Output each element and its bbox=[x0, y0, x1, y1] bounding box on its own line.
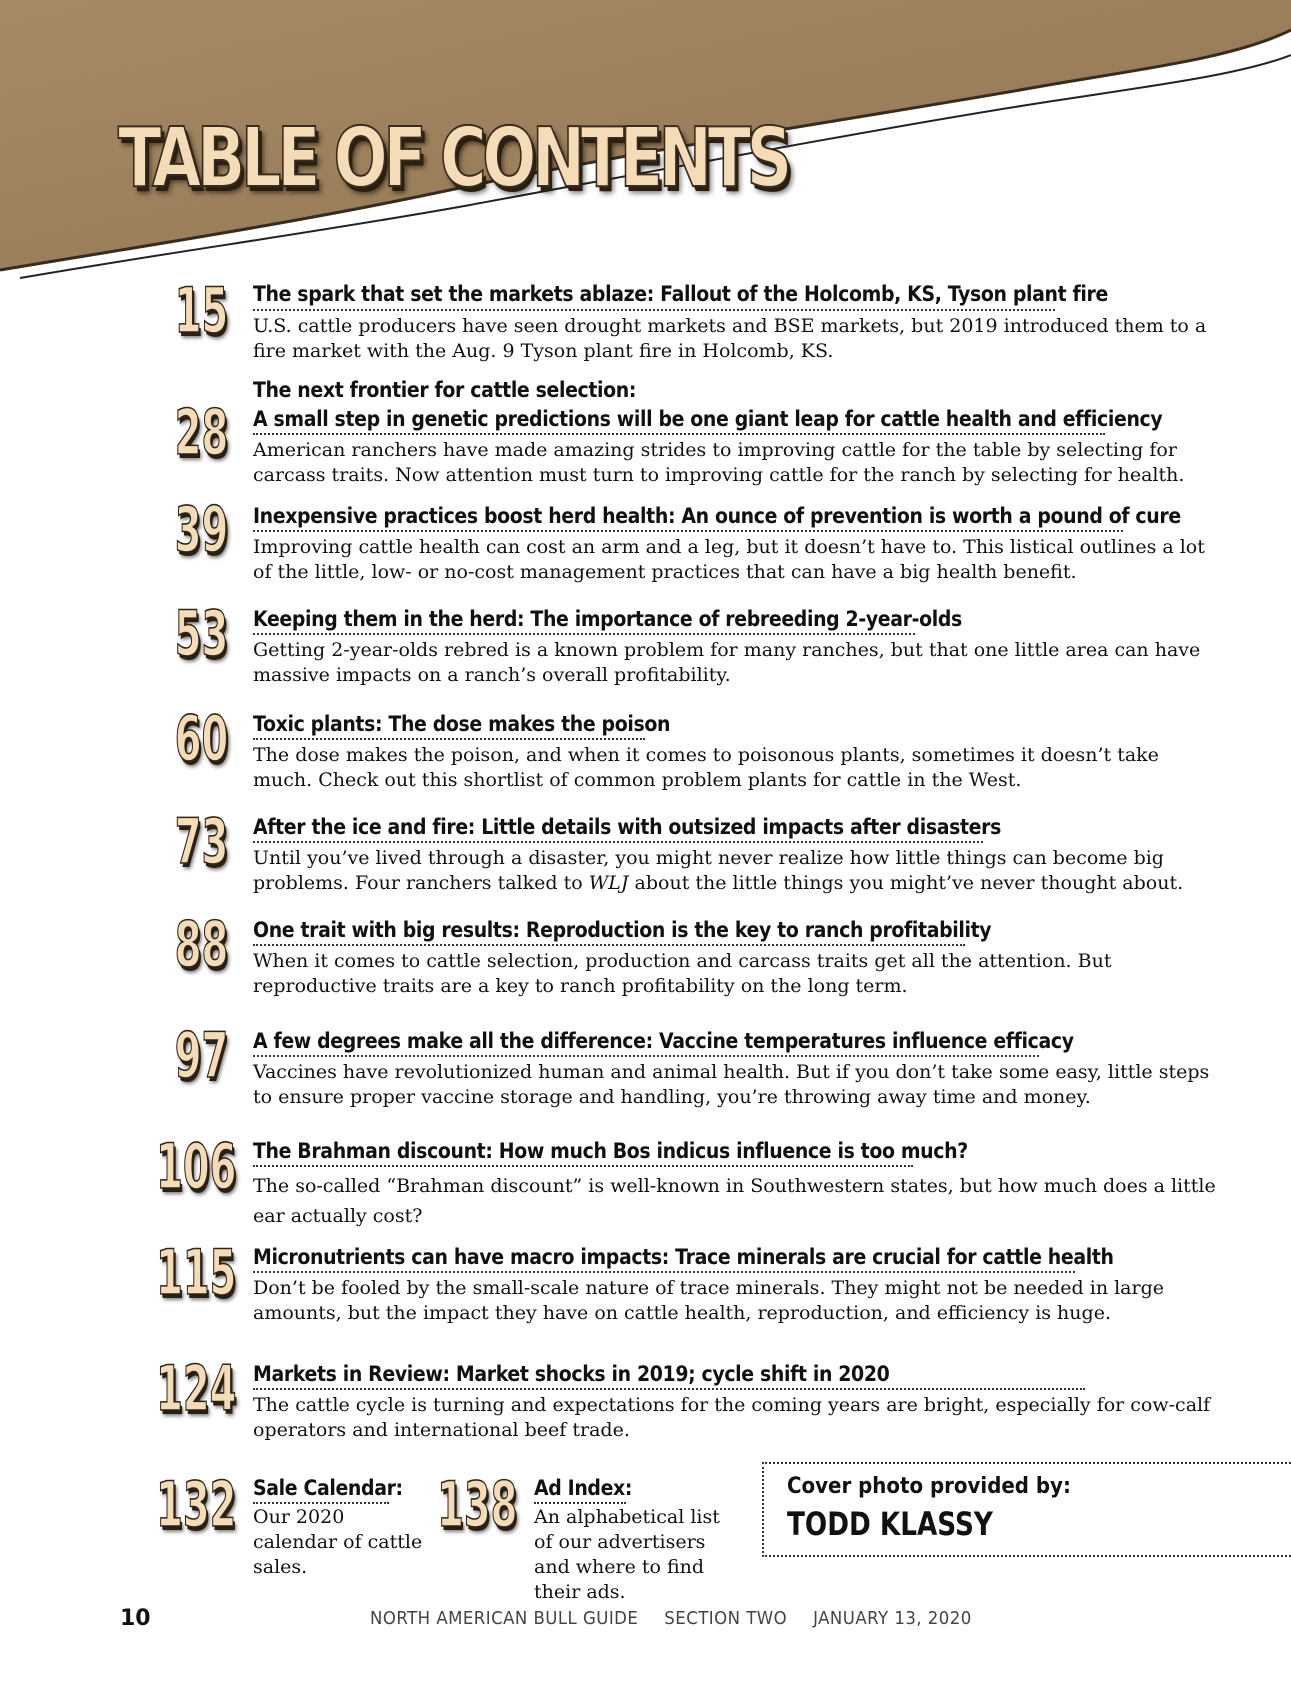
page-number: 97 bbox=[174, 1019, 228, 1092]
dotted-divider bbox=[253, 841, 983, 843]
entry-headline[interactable]: The Brahman discount: How much Bos indicus influence is too much? bbox=[253, 1139, 968, 1163]
entry-description: Vaccines have revolutionized human and animal health. But if you don’t take some easy, little steps to ensure proper vaccine storage and handling, you’re throwing away time and money. bbox=[253, 1061, 1210, 1108]
dotted-divider bbox=[253, 633, 915, 635]
dotted-divider bbox=[253, 944, 965, 946]
page-number: 15 bbox=[174, 274, 228, 347]
entry-description: Getting 2-year-olds rebred is a known problem for many ranches, but that one little area can have massive impacts on a ranch’s overall profitability. bbox=[253, 639, 1201, 686]
entry-headline[interactable]: Markets in Review: Market shocks in 2019; cycle shift in 2020 bbox=[253, 1362, 890, 1386]
dotted-divider bbox=[253, 433, 1105, 435]
page-number: 28 bbox=[174, 396, 228, 469]
entry-headline[interactable]: Inexpensive practices boost herd health: An ounce of prevention is worth a pound of cure bbox=[253, 504, 1181, 528]
page-title: TABLE OF CONTENTS bbox=[118, 111, 788, 206]
entry-headline[interactable]: After the ice and fire: Little details with outsized impacts after disasters bbox=[253, 815, 1001, 839]
entry-description: When it comes to cattle selection, production and carcass traits get all the attention. But reproductive traits are a key to ranch profitability on the long term. bbox=[253, 950, 1112, 997]
page-number: 132 bbox=[155, 1468, 236, 1541]
entry-description: The dose makes the poison, and when it comes to poisonous plants, sometimes it doesn’t take much. Check out this shortlist of common problem plants for cattle in the West. bbox=[253, 744, 1159, 791]
footer-page-number: 10 bbox=[120, 1606, 151, 1631]
cover-credit-name: TODD KLASSY bbox=[787, 1505, 993, 1543]
entry-headline[interactable]: Sale Calendar: bbox=[253, 1476, 403, 1500]
page-number: 115 bbox=[155, 1236, 236, 1309]
footer-publication: NORTH AMERICAN BULL GUIDE bbox=[370, 1608, 639, 1629]
page-number: 53 bbox=[174, 597, 228, 670]
entry-description: The so-called “Brahman discount” is well-known in Southwestern states, but how much does a little ear actually cost? bbox=[253, 1175, 1216, 1227]
entry-description: Until you’ve lived through a disaster, you might never realize how little things can become big problems. Four ranchers talked to WLJ about the little things you might’ve never thought about. bbox=[253, 847, 1184, 894]
entry-description: Improving cattle health can cost an arm and a leg, but it doesn’t have to. This listical outlines a lot of the little, low- or no-cost management practices that can have a big health benefit. bbox=[253, 536, 1205, 583]
entry-headline[interactable]: One trait with big results: Reproduction is the key to ranch profitability bbox=[253, 918, 992, 942]
dotted-divider bbox=[253, 1502, 389, 1504]
page-number: 39 bbox=[174, 493, 228, 566]
dotted-divider bbox=[253, 1271, 1075, 1273]
entry-headline[interactable]: Toxic plants: The dose makes the poison bbox=[253, 712, 671, 736]
entry-headline[interactable]: Micronutrients can have macro impacts: Trace minerals are crucial for cattle health bbox=[253, 1245, 1114, 1269]
page-number: 73 bbox=[174, 805, 228, 878]
page-number: 88 bbox=[174, 908, 228, 981]
entry-headline[interactable]: Ad Index: bbox=[534, 1476, 633, 1500]
entry-description: American ranchers have made amazing strides to improving cattle for the table by selecting for carcass traits. Now attention must turn to improving cattle for the ranch by selecting for health. bbox=[253, 439, 1185, 486]
entry-headline[interactable]: A small step in genetic predictions will be one giant leap for cattle health and efficiency bbox=[253, 407, 1163, 431]
dotted-divider bbox=[253, 1165, 913, 1167]
entry-headline[interactable]: The spark that set the markets ablaze: Fallout of the Holcomb, KS, Tyson plant fire bbox=[253, 282, 1108, 306]
entry-description: The cattle cycle is turning and expectations for the coming years are bright, especially for cow-calf operators and international beef trade. bbox=[253, 1394, 1211, 1441]
page-number: 60 bbox=[174, 702, 228, 775]
dotted-divider bbox=[253, 309, 1055, 311]
entry-description: An alphabetical list of our advertisers and where to find their ads. bbox=[534, 1506, 720, 1603]
entry-headline[interactable]: The next frontier for cattle selection: bbox=[253, 378, 637, 402]
footer-publication-line bbox=[370, 1608, 992, 1629]
entry-description: Our 2020 calendar of cattle sales. bbox=[253, 1506, 423, 1578]
dotted-divider bbox=[253, 738, 645, 740]
entry-description: Don’t be fooled by the small-scale nature of trace minerals. They might not be needed in large amounts, but the impact they have on cattle health, reproduction, and efficiency is huge. bbox=[253, 1277, 1164, 1324]
dotted-divider bbox=[534, 1502, 626, 1504]
dotted-divider bbox=[253, 1388, 1085, 1390]
cover-credit-label: Cover photo provided by: bbox=[787, 1474, 1071, 1499]
dotted-divider bbox=[253, 530, 1123, 532]
page-number: 106 bbox=[155, 1130, 236, 1203]
page-number: 124 bbox=[155, 1352, 236, 1425]
footer-section: SECTION TWO bbox=[664, 1608, 788, 1629]
footer-date: JANUARY 13, 2020 bbox=[813, 1608, 972, 1629]
entry-headline[interactable]: A few degrees make all the difference: Vaccine temperatures influence efficacy bbox=[253, 1029, 1074, 1053]
entry-description: U.S. cattle producers have seen drought markets and BSE markets, but 2019 introduced them to a fire market with the Aug. 9 Tyson plant fire in Holcomb, KS. bbox=[253, 315, 1207, 362]
page-number: 138 bbox=[436, 1468, 517, 1541]
dotted-divider bbox=[253, 1055, 1039, 1057]
entry-headline[interactable]: Keeping them in the herd: The importance of rebreeding 2-year-olds bbox=[253, 607, 962, 631]
